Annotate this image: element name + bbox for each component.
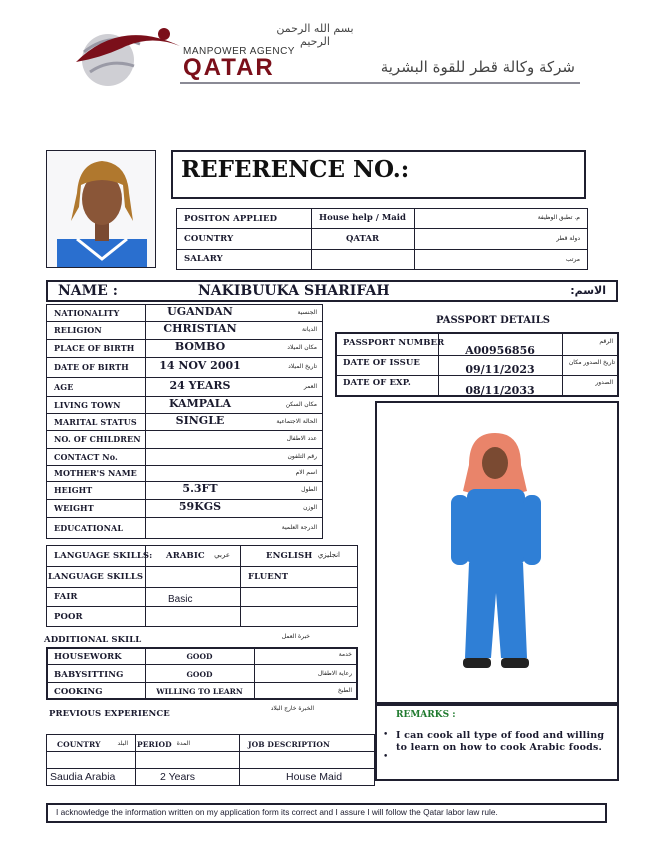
position-applied-value: House help / Maid bbox=[319, 213, 406, 223]
personal-row-label: PLACE OF BIRTH bbox=[54, 343, 135, 353]
cooking-arabic: الطبخ bbox=[337, 687, 352, 694]
country-column-arabic: البلد bbox=[117, 740, 128, 747]
personal-row-value: BOMBO bbox=[174, 340, 226, 353]
personal-row-label: NATIONALITY bbox=[54, 307, 120, 318]
personal-row-arabic: تاريخ الميلاد bbox=[288, 363, 317, 370]
personal-row-value: SINGLE bbox=[175, 413, 225, 427]
experience-job: House Maid bbox=[286, 771, 343, 783]
globe-swoosh-icon bbox=[70, 22, 190, 90]
agency-name-arabic: شركة وكالة قطر للقوة البشرية bbox=[380, 58, 575, 76]
personal-row-value: 5.3FT bbox=[182, 482, 218, 495]
name-label: NAME : bbox=[58, 283, 118, 299]
headshot-photo bbox=[46, 150, 156, 268]
remarks-text: I can cook all type of food and willing to learn on how to cook Arabic foods. bbox=[396, 730, 605, 753]
personal-row-arabic: عدد الاطفال bbox=[286, 435, 317, 442]
passport-number-value: A00956856 bbox=[465, 344, 535, 357]
expiry-date-value: 08/11/2033 bbox=[465, 384, 535, 397]
cooking-value: WILLING TO LEARN bbox=[156, 687, 243, 696]
salary-arabic: مرتب bbox=[565, 256, 580, 263]
personal-row-arabic: الدرجة العلمية bbox=[281, 524, 317, 531]
housework-arabic: خدمة bbox=[338, 651, 352, 658]
remarks-bullet-1: • bbox=[383, 730, 389, 740]
issue-date-label: DATE OF ISSUE bbox=[343, 358, 420, 368]
personal-row-arabic: مكان السكن bbox=[285, 400, 317, 408]
name-value: NAKIBUUKA SHARIFAH bbox=[198, 283, 390, 299]
personal-row-arabic: مكان الميلاد bbox=[287, 344, 317, 351]
babysitting-label: BABYSITTING bbox=[54, 670, 124, 680]
passport-number-label: PASSPORT NUMBER bbox=[343, 338, 445, 348]
additional-skill-title: ADDITIONAL SKILL bbox=[44, 635, 142, 645]
issue-date-value: 09/11/2023 bbox=[465, 363, 535, 376]
personal-row-value: UGANDAN bbox=[167, 304, 233, 318]
personal-row-label: MOTHER'S NAME bbox=[54, 468, 137, 478]
language-skills-english-value: FLUENT bbox=[248, 572, 289, 582]
personal-row-arabic: الديانة bbox=[301, 326, 317, 333]
experience-period: 2 Years bbox=[160, 771, 196, 783]
remarks-title: REMARKS : bbox=[396, 710, 456, 720]
personal-row-arabic: الجنسية bbox=[297, 308, 317, 316]
personal-row-arabic: العمر bbox=[303, 382, 317, 390]
personal-row-arabic: الحالة الاجتماعية bbox=[276, 417, 317, 425]
agency-logo bbox=[70, 22, 190, 90]
country-value: QATAR bbox=[345, 234, 380, 244]
previous-experience-title-arabic: الخبرة خارج البلاد bbox=[270, 705, 314, 712]
english-column-label: ENGLISH bbox=[266, 551, 313, 561]
fair-label: FAIR bbox=[54, 592, 78, 602]
personal-row-label: NO. OF CHILDREN bbox=[54, 434, 141, 444]
personal-row-label: RELIGION bbox=[54, 325, 102, 335]
cooking-label: COOKING bbox=[54, 687, 103, 697]
personal-row-label: LIVING TOWN bbox=[54, 399, 121, 410]
personal-row-label: WEIGHT bbox=[54, 503, 94, 513]
personal-row-label: MARITAL STATUS bbox=[54, 416, 137, 427]
country-column-label: COUNTRY bbox=[57, 740, 101, 749]
personal-row-value: 24 YEARS bbox=[169, 378, 231, 392]
full-body-photo bbox=[375, 401, 619, 704]
job-column-label: JOB DESCRIPTION bbox=[248, 740, 330, 749]
position-applied-arabic: م. تطبق الوظيفة bbox=[537, 214, 580, 221]
personal-row-value: 59KGS bbox=[178, 500, 222, 513]
experience-country: Saudia Arabia bbox=[50, 771, 116, 783]
expiry-date-arabic: الصدور bbox=[595, 379, 613, 386]
country-arabic: دولة قطر bbox=[556, 235, 580, 242]
english-column-arabic: انجليزي bbox=[317, 551, 340, 559]
name-arabic: الاسم: bbox=[570, 284, 606, 297]
poor-label: POOR bbox=[54, 612, 83, 622]
housework-value: GOOD bbox=[186, 652, 213, 661]
period-column-arabic: المدة bbox=[176, 740, 190, 747]
agency-name: QATAR bbox=[183, 54, 275, 81]
passport-number-arabic: الرقم bbox=[599, 338, 613, 345]
expiry-date-label: DATE OF EXP. bbox=[343, 378, 411, 388]
remarks-bullet-2: • bbox=[383, 752, 389, 762]
babysitting-value: GOOD bbox=[186, 670, 213, 679]
personal-row-arabic: رقم التلفون bbox=[287, 452, 317, 460]
personal-row-value: CHRISTIAN bbox=[163, 322, 237, 335]
salary-label: SALARY bbox=[184, 254, 223, 264]
babysitting-arabic: رعاية الاطفال bbox=[317, 670, 352, 677]
language-skills-label: LANGUAGE SKILLS bbox=[48, 572, 144, 582]
position-applied-label: POSITON APPLIED bbox=[184, 214, 278, 224]
header-divider bbox=[180, 82, 580, 84]
personal-row-arabic: الطول bbox=[301, 486, 317, 493]
arabic-column-label: ARABIC bbox=[166, 551, 205, 561]
passport-title: PASSPORT DETAILS bbox=[436, 315, 550, 326]
personal-row-arabic: اسم الام bbox=[295, 469, 317, 476]
period-column-label: PERIOD bbox=[137, 740, 172, 749]
agency-subtitle: MANPOWER AGENCY bbox=[183, 46, 295, 57]
personal-row-label: CONTACT No. bbox=[54, 451, 118, 462]
personal-row-value: 14 NOV 2001 bbox=[159, 359, 241, 372]
personal-row-arabic: الوزن bbox=[303, 504, 317, 511]
personal-row-label: EDUCATIONAL bbox=[54, 523, 124, 533]
personal-row-label: HEIGHT bbox=[54, 485, 93, 495]
arabic-column-arabic: عربي bbox=[214, 551, 230, 559]
fair-arabic-value: Basic bbox=[168, 594, 193, 605]
reference-label: REFERENCE NO.: bbox=[181, 156, 410, 183]
footer-statement: I acknowledge the information written on my application form its correct and I assure I will follow the Qatar labor law rule. bbox=[56, 807, 498, 817]
language-header-label: LANGUAGE SKILLS: bbox=[54, 551, 153, 561]
previous-experience-title: PREVIOUS EXPERIENCE bbox=[49, 709, 170, 719]
personal-row-value: KAMPALA bbox=[168, 396, 232, 410]
personal-row-label: AGE bbox=[54, 381, 74, 392]
personal-row-label: DATE OF BIRTH bbox=[54, 362, 129, 372]
additional-skill-title-arabic: خبرة العمل bbox=[281, 633, 310, 640]
housework-label: HOUSEWORK bbox=[54, 652, 122, 662]
issue-date-arabic: تاريخ الصدور مكان bbox=[568, 359, 615, 366]
country-label: COUNTRY bbox=[184, 234, 234, 244]
basmala: بسم الله الرحمن الرحيم bbox=[276, 22, 354, 48]
